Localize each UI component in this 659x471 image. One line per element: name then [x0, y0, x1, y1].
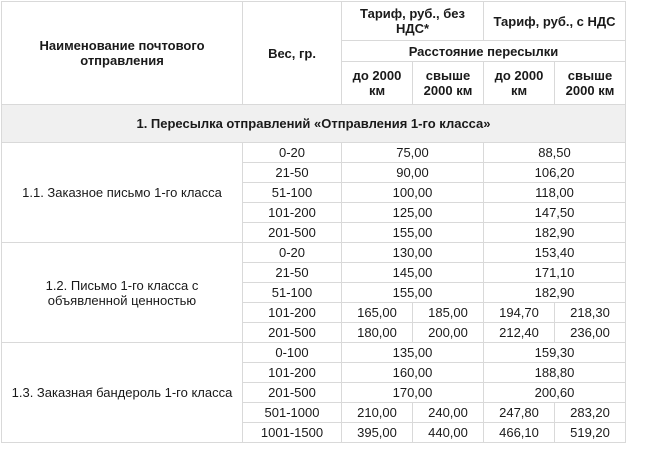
tariff-no-vat-cell: 90,00: [342, 163, 484, 183]
section-title: 1. Пересылка отправлений «Отправления 1-го класса»: [2, 105, 626, 143]
weight-cell: 501-1000: [243, 403, 342, 423]
tariff-no-vat-cell: 125,00: [342, 203, 484, 223]
group-name: 1.1. Заказное письмо 1-го класса: [2, 143, 243, 243]
weight-cell: 0-100: [243, 343, 342, 363]
tariff-no-vat-cell: 155,00: [342, 283, 484, 303]
tariff-vat-cell: 118,00: [484, 183, 626, 203]
header-over-2000-vat: свыше 2000 км: [555, 62, 626, 105]
table-row: [2, 143, 626, 163]
tariff-vat-cell: 147,50: [484, 203, 626, 223]
tariff-no-vat-cell: 170,00: [342, 383, 484, 403]
tariff-vat-up-to-2000-cell: 212,40: [484, 323, 555, 343]
tariff-vat-cell: 171,10: [484, 263, 626, 283]
tariff-vat-cell: 188,80: [484, 363, 626, 383]
table-row: [2, 343, 626, 363]
tariff-no-vat-over-2000-cell: 240,00: [413, 403, 484, 423]
tariff-no-vat-over-2000-cell: 440,00: [413, 423, 484, 443]
tariff-vat-cell: 200,60: [484, 383, 626, 403]
tariff-vat-over-2000-cell: 283,20: [555, 403, 626, 423]
group-name: 1.3. Заказная бандероль 1-го класса: [2, 343, 243, 443]
tariff-no-vat-up-to-2000-cell: 395,00: [342, 423, 413, 443]
tariff-vat-cell: 182,90: [484, 283, 626, 303]
group-name: 1.2. Письмо 1-го класса с объявленной ценностью: [2, 243, 243, 343]
weight-cell: 101-200: [243, 363, 342, 383]
weight-cell: 101-200: [243, 303, 342, 323]
weight-cell: 201-500: [243, 383, 342, 403]
table-header: [2, 2, 626, 105]
tariff-no-vat-cell: 75,00: [342, 143, 484, 163]
tariff-table-container: [1, 1, 659, 443]
tariff-vat-cell: 106,20: [484, 163, 626, 183]
tariff-vat-over-2000-cell: 236,00: [555, 323, 626, 343]
header-over-2000-no-vat: свыше 2000 км: [413, 62, 484, 105]
tariff-no-vat-cell: 155,00: [342, 223, 484, 243]
tariff-no-vat-up-to-2000-cell: 165,00: [342, 303, 413, 323]
header-up-to-2000-vat: до 2000 км: [484, 62, 555, 105]
tariff-vat-over-2000-cell: 218,30: [555, 303, 626, 323]
tariff-no-vat-cell: 145,00: [342, 263, 484, 283]
tariff-no-vat-cell: 135,00: [342, 343, 484, 363]
tariff-no-vat-over-2000-cell: 185,00: [413, 303, 484, 323]
header-distance: Расстояние пересылки: [342, 41, 626, 62]
tariff-no-vat-cell: 160,00: [342, 363, 484, 383]
tariff-vat-up-to-2000-cell: 194,70: [484, 303, 555, 323]
header-up-to-2000-no-vat: до 2000 км: [342, 62, 413, 105]
weight-cell: 21-50: [243, 263, 342, 283]
tariff-vat-cell: 182,90: [484, 223, 626, 243]
header-tariff-vat: Тариф, руб., с НДС: [484, 2, 626, 41]
weight-cell: 0-20: [243, 243, 342, 263]
tariff-vat-cell: 159,30: [484, 343, 626, 363]
tariff-vat-cell: 88,50: [484, 143, 626, 163]
weight-cell: 1001-1500: [243, 423, 342, 443]
table-row: [2, 243, 626, 263]
weight-cell: 201-500: [243, 323, 342, 343]
tariff-no-vat-up-to-2000-cell: 210,00: [342, 403, 413, 423]
weight-cell: 0-20: [243, 143, 342, 163]
tariff-no-vat-cell: 100,00: [342, 183, 484, 203]
tariff-no-vat-cell: 130,00: [342, 243, 484, 263]
tariff-vat-cell: 153,40: [484, 243, 626, 263]
tariff-vat-up-to-2000-cell: 247,80: [484, 403, 555, 423]
tariff-no-vat-over-2000-cell: 200,00: [413, 323, 484, 343]
weight-cell: 201-500: [243, 223, 342, 243]
tariff-vat-over-2000-cell: 519,20: [555, 423, 626, 443]
header-name: Наименование почтового отправления: [2, 2, 243, 105]
weight-cell: 51-100: [243, 283, 342, 303]
header-weight: Вес, гр.: [243, 2, 342, 105]
tariff-vat-up-to-2000-cell: 466,10: [484, 423, 555, 443]
table-body: [2, 105, 626, 443]
weight-cell: 51-100: [243, 183, 342, 203]
weight-cell: 101-200: [243, 203, 342, 223]
tariff-no-vat-up-to-2000-cell: 180,00: [342, 323, 413, 343]
tariff-table: [1, 1, 626, 443]
header-tariff-no-vat: Тариф, руб., без НДС*: [342, 2, 484, 41]
weight-cell: 21-50: [243, 163, 342, 183]
